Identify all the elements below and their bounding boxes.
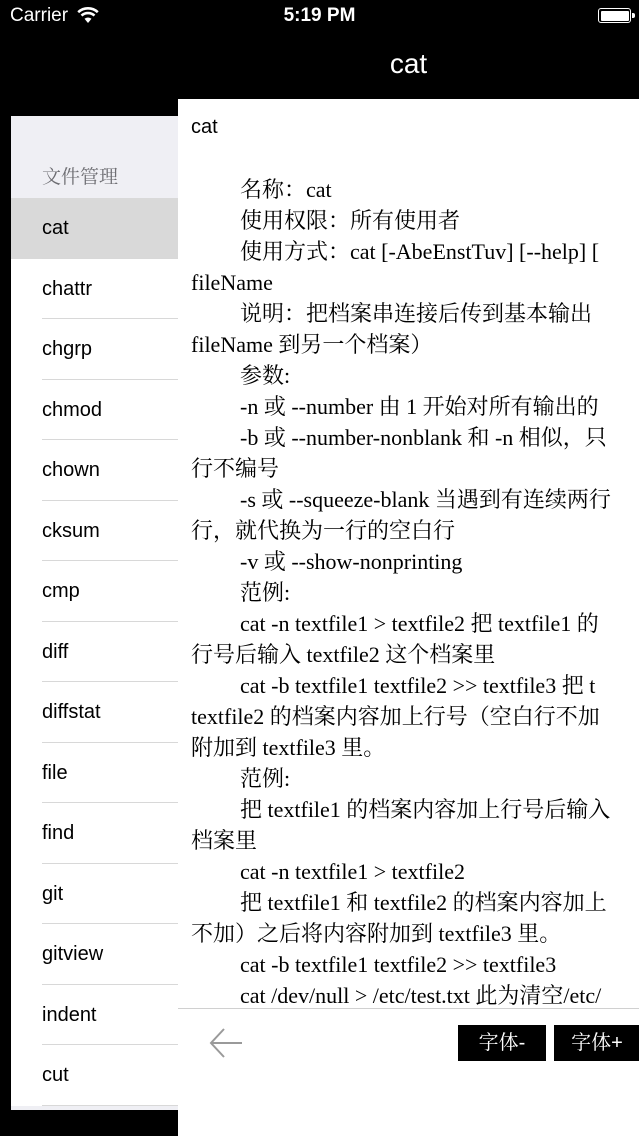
status-bar bbox=[0, 0, 639, 34]
carrier-label: Carrier bbox=[10, 5, 69, 26]
content-line: fileName 到另一个档案） bbox=[191, 332, 433, 357]
sidebar-item-cut[interactable]: cut bbox=[11, 1045, 178, 1106]
content-line: 附加到 textfile3 里。 bbox=[191, 735, 386, 760]
content-line: 使用权限：所有使用者 bbox=[240, 208, 461, 233]
content-line: textfile2 的档案内容加上行号（空白行不加 bbox=[191, 704, 600, 729]
content-line: 不加）之后将内容附加到 textfile3 里。 bbox=[191, 921, 562, 946]
status-time: 5:19 PM bbox=[283, 5, 356, 26]
content-line: 把 textfile1 的档案内容加上行号后输入 bbox=[240, 797, 611, 822]
sidebar-item-chattr[interactable]: chattr bbox=[11, 259, 178, 320]
content-line: 把 textfile1 和 textfile2 的档案内容加上 bbox=[240, 890, 607, 915]
sidebar-item-cat[interactable]: cat bbox=[11, 198, 178, 259]
font-increase-button[interactable]: 字体+ bbox=[554, 1025, 639, 1061]
content-line: cat -n textfile1 > textfile2 把 textfile1 的 bbox=[240, 611, 599, 636]
battery-icon bbox=[598, 8, 631, 23]
arrow-left-icon[interactable] bbox=[208, 1026, 244, 1060]
sidebar bbox=[11, 116, 178, 1110]
sidebar-item-indent[interactable]: indent bbox=[11, 985, 178, 1046]
sidebar-item-cmp[interactable]: cmp bbox=[11, 561, 178, 622]
content-panel bbox=[178, 99, 639, 1136]
content-line: 行不编号 bbox=[191, 456, 280, 481]
sidebar-item-find[interactable]: find bbox=[11, 803, 178, 864]
sidebar-item-file[interactable]: file bbox=[11, 743, 178, 804]
sidebar-item-diff[interactable]: diff bbox=[11, 622, 178, 683]
content-line: 范例: bbox=[240, 580, 291, 605]
sidebar-item-cksum[interactable]: cksum bbox=[11, 501, 178, 562]
content-line: 名称：cat bbox=[240, 177, 332, 202]
sidebar-item-chmod[interactable]: chmod bbox=[11, 380, 178, 441]
content-line: -s 或 --squeeze-blank 当遇到有连续两行 bbox=[240, 487, 611, 512]
content-line: -v 或 --show-nonprinting bbox=[240, 549, 463, 574]
sidebar-item-chown[interactable]: chown bbox=[11, 440, 178, 501]
content-line: 范例: bbox=[240, 766, 291, 791]
content-line: cat -b textfile1 textfile2 >> textfile3 把 t bbox=[240, 673, 596, 698]
content-line: fileName bbox=[191, 270, 273, 295]
content-text[interactable] bbox=[191, 113, 639, 1011]
content-line: 说明：把档案串连接后传到基本输出 bbox=[240, 301, 593, 326]
content-line: cat -n textfile1 > textfile2 bbox=[240, 859, 465, 884]
content-line: cat /dev/null > /etc/test.txt 此为清空/etc/ bbox=[240, 983, 602, 1008]
sidebar-item-gitview[interactable]: gitview bbox=[11, 924, 178, 985]
content-line: 行号后输入 textfile2 这个档案里 bbox=[191, 642, 496, 667]
content-line: 参数: bbox=[240, 363, 291, 388]
nav-title: cat bbox=[389, 48, 428, 79]
content-line: 档案里 bbox=[191, 828, 258, 853]
font-decrease-button[interactable]: 字体- bbox=[458, 1025, 546, 1061]
sidebar-item-diffstat[interactable]: diffstat bbox=[11, 682, 178, 743]
bottom-toolbar bbox=[178, 1008, 639, 1136]
sidebar-section-header: 文件管理 bbox=[42, 167, 119, 188]
sidebar-item-git[interactable]: git bbox=[11, 864, 178, 925]
content-line: cat -b textfile1 textfile2 >> textfile3 bbox=[240, 952, 557, 977]
content-line: 使用方式：cat [-AbeEnstTuv] [--help] [ bbox=[240, 239, 600, 264]
sidebar-item-chgrp[interactable]: chgrp bbox=[11, 319, 178, 380]
content-line: 行，就代换为一行的空白行 bbox=[191, 518, 456, 543]
content-line: -b 或 --number-nonblank 和 -n 相似，只 bbox=[240, 425, 607, 450]
content-heading: cat bbox=[191, 116, 218, 138]
content-line: -n 或 --number 由 1 开始对所有输出的 bbox=[240, 394, 599, 419]
